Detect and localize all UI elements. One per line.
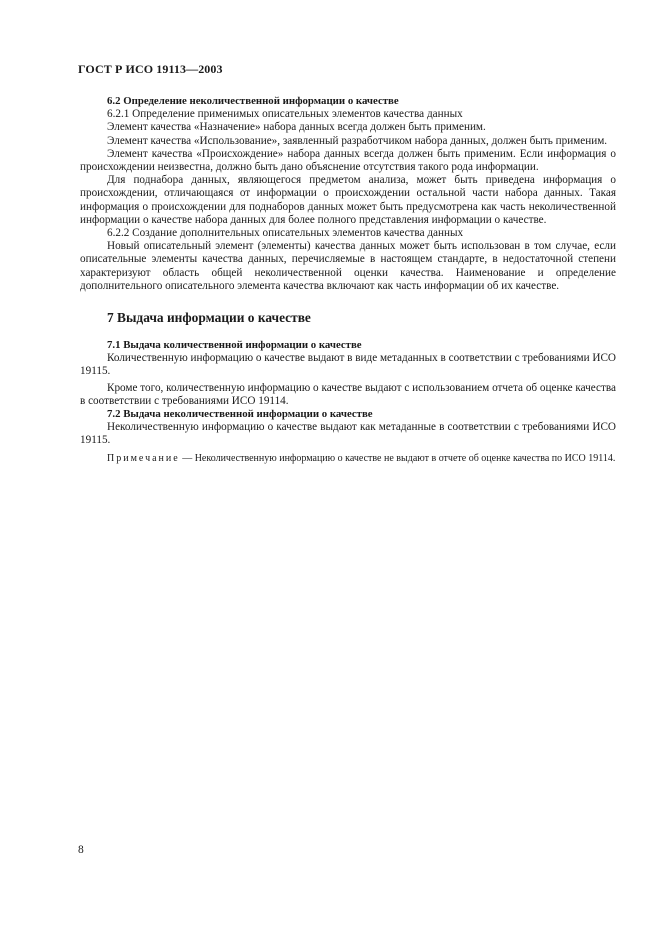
- heading-7-2: 7.2 Выдача неколичественной информации о качестве: [107, 408, 373, 421]
- note: [80, 453, 616, 466]
- paragraph: Элемент качества «Назначение» набора данных всегда должен быть применим.: [107, 121, 486, 134]
- paragraph: Элемент качества «Происхождение» набора данных всегда должен быть применим. Если информация о происхождении неизвестна, должно быть дано объяснение отсутствия такого рода информации.: [80, 147, 616, 174]
- page-header: ГОСТ Р ИСО 19113—2003: [78, 62, 223, 76]
- paragraph: 6.2.1 Определение применимых описательных элементов качества данных: [107, 108, 463, 121]
- heading-7: 7 Выдача информации о качестве: [107, 310, 311, 326]
- paragraph: Элемент качества «Использование», заявленный разработчиком набора данных, должен быть применим.: [107, 134, 608, 147]
- paragraph: 6.2.2 Создание дополнительных описательных элементов качества данных: [107, 227, 464, 240]
- paragraph: Неколичественную информацию о качестве выдают как метаданные в соответствии с требованиями ИСО 19115.: [80, 421, 616, 447]
- heading-7-1: 7.1 Выдача количественной информации о качестве: [107, 339, 362, 352]
- note-text: — Неколичественную информацию о качестве не выдают в отчете об оценке качества по ИСО 19114.: [179, 452, 616, 464]
- paragraph: Количественную информацию о качестве выдают в виде метаданных в соответствии с требованиями ИСО 19115.: [80, 352, 616, 378]
- page-content: [80, 95, 616, 465]
- note-label: Примечание: [107, 452, 180, 464]
- heading-6-2: 6.2 Определение неколичественной информации о качестве: [107, 95, 399, 107]
- paragraph: Новый описательный элемент (элементы) качества данных может быть использован в том случае, если описательные элементы качества данных, перечисляемые в настоящем стандарте, в недостаточной степени характеризуют область общей неколичественной оценки качества. Наименование и определение дополнительного описательного элемента качества включают как часть информации об их качестве.: [80, 240, 616, 292]
- paragraph: Кроме того, количественную информацию о качестве выдают с использованием отчета об оценке качества в соответствии с требованиями ИСО 19114.: [80, 381, 616, 407]
- paragraph: Для поднабора данных, являющегося предметом анализа, может быть приведена информация о происхождении, отличающаяся от информации о происхождении остальной части набора данных. Такая информация о происхождении для поднаборов данных может быть предусмотрена как часть неколичественной информации о качестве набора данных для более полного представления информации о качестве.: [80, 174, 616, 226]
- page-number: 8: [78, 844, 84, 856]
